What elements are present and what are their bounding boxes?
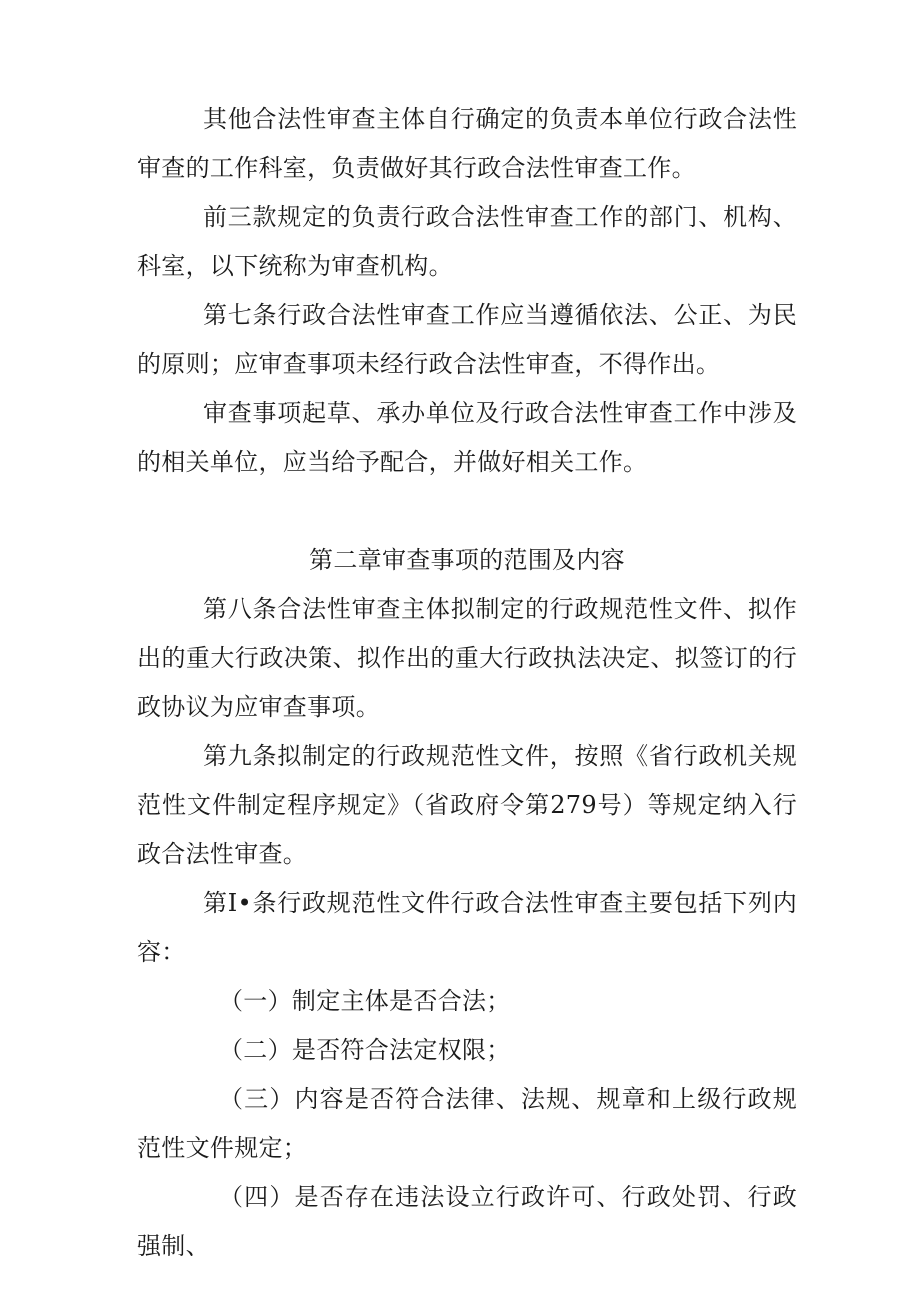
document-body — [137, 95, 797, 1271]
list-item-text: （一）制定主体是否合法； — [219, 987, 511, 1015]
paragraph-review-office — [137, 95, 797, 193]
chapter-heading: 第二章审查事项的范围及内容 — [309, 546, 625, 574]
paragraph-review-body-definition — [137, 193, 797, 291]
paragraph-cooperation — [137, 389, 797, 487]
paragraph-article-10 — [137, 879, 797, 977]
list-item — [137, 1173, 797, 1271]
list-item — [137, 1026, 797, 1075]
list-item — [137, 1075, 797, 1173]
paragraph-text: 前三款规定的负责行政合法性审查工作的部门、机构、科室，以下统称为审查机构。 — [137, 203, 797, 280]
list-item-text: （四）是否存在违法设立行政许可、行政处罚、行政强制、 — [137, 1183, 797, 1260]
paragraph-article-8 — [137, 585, 797, 732]
paragraph-text: 第I•条行政规范性文件行政合法性审查主要包括下列内容： — [137, 889, 797, 966]
paragraph-text: 第九条拟制定的行政规范性文件，按照《省行政机关规范性文件制定程序规定》（省政府令第279号）等规定纳入行政合法性审查。 — [137, 742, 797, 868]
paragraph-article-7 — [137, 291, 797, 389]
paragraph-text: 第七条行政合法性审查工作应当遵循依法、公正、为民的原则；应审查事项未经行政合法性审查，不得作出。 — [137, 301, 797, 378]
paragraph-text: 其他合法性审查主体自行确定的负责本单位行政合法性审查的工作科室，负责做好其行政合法性审查工作。 — [137, 105, 797, 182]
list-item-text: （二）是否符合法定权限； — [219, 1036, 511, 1064]
paragraph-text: 第八条合法性审查主体拟制定的行政规范性文件、拟作出的重大行政决策、拟作出的重大行政执法决定、拟签订的行政协议为应审查事项。 — [137, 595, 797, 721]
list-item — [137, 977, 797, 1026]
paragraph-text: 审查事项起草、承办单位及行政合法性审查工作中涉及的相关单位，应当给予配合，并做好相关工作。 — [137, 399, 797, 476]
paragraph-article-9 — [137, 732, 797, 879]
list-item-text: （三）内容是否符合法律、法规、规章和上级行政规范性文件规定； — [137, 1085, 797, 1162]
